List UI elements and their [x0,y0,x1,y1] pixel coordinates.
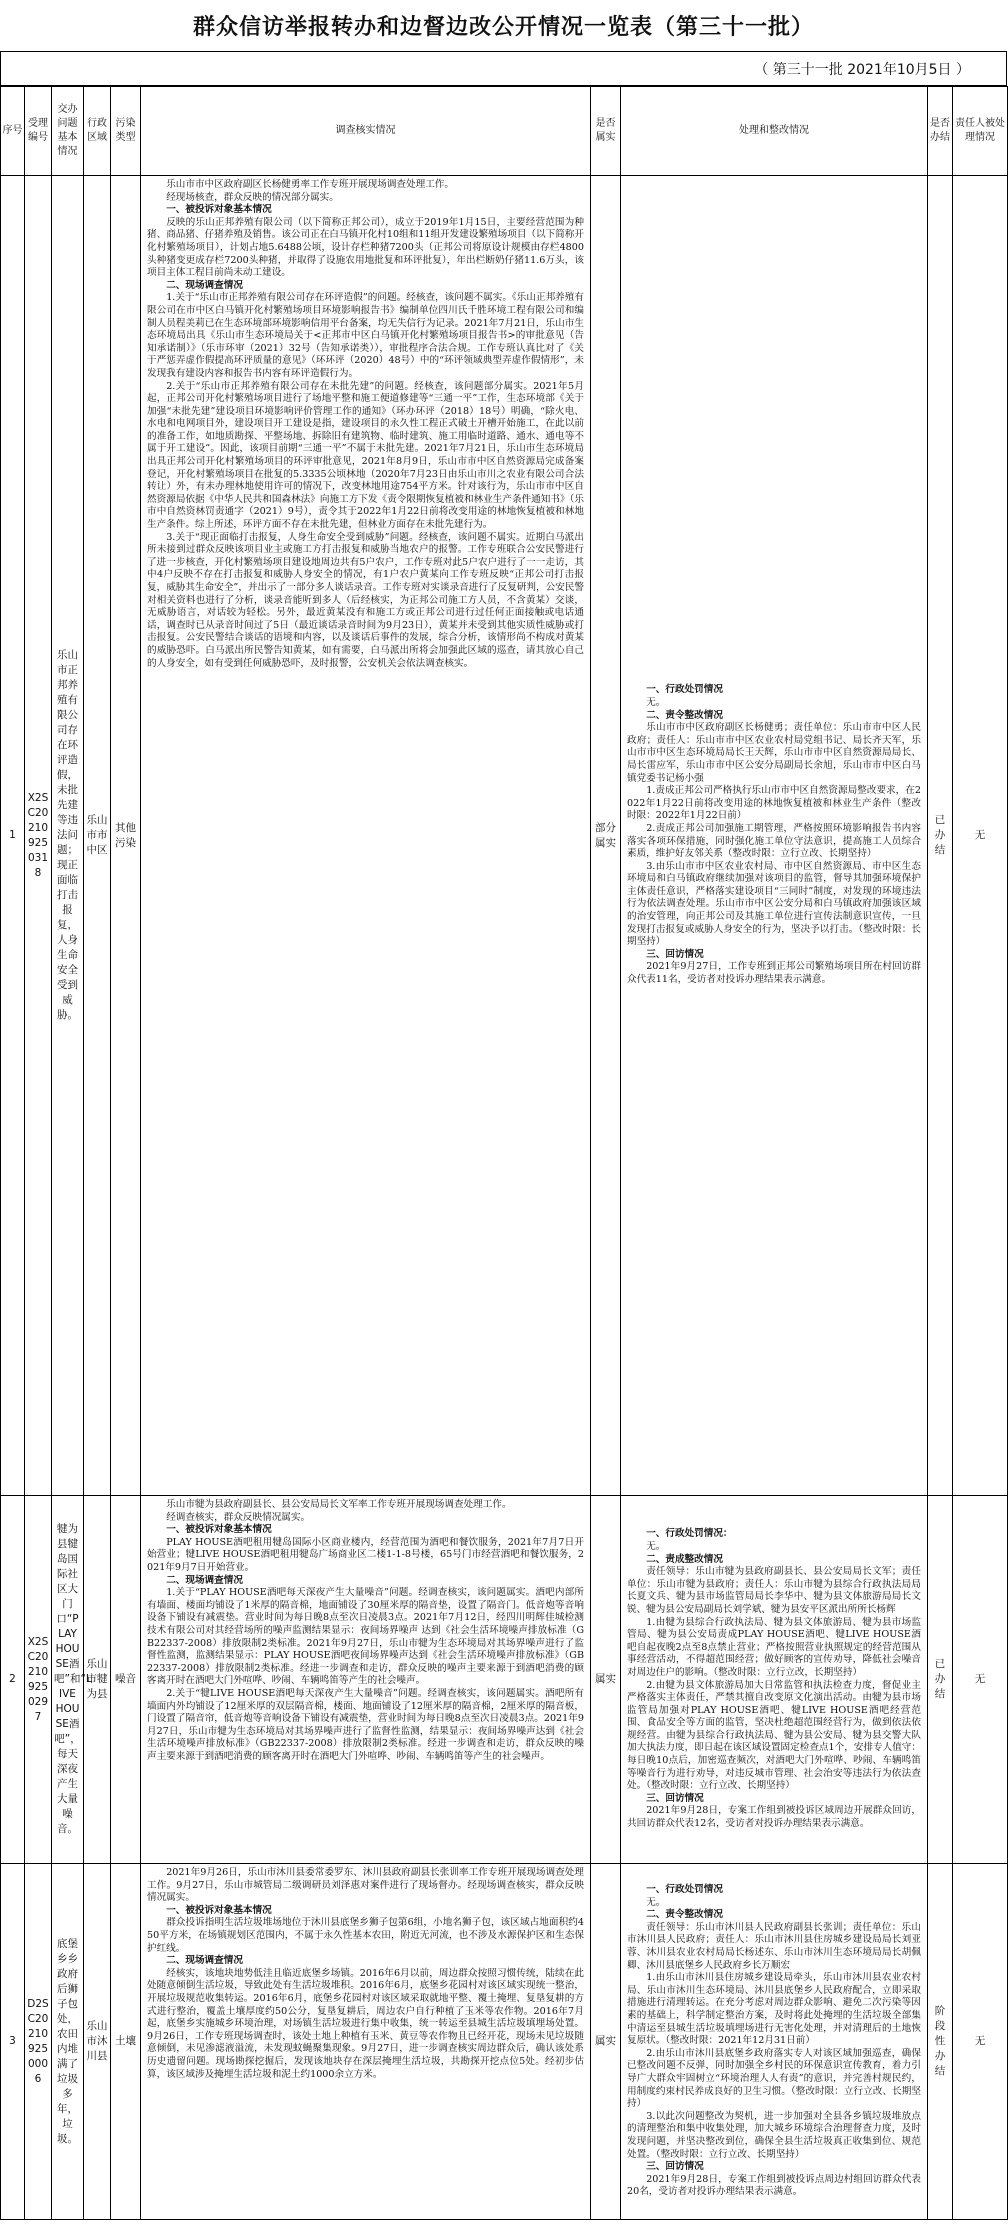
col-accountability: 责任人被处理情况 [953,87,1008,176]
row-seq: 1 [1,176,25,1496]
row-investigation-paragraph: 乐山市犍为县政府副县长、县公安局局长文军率工作专班开展现场调查处理工作。 [166,1499,512,1510]
table-row [1,1864,1008,2220]
col-handling: 处理和整改情况 [621,87,928,176]
row-handling-paragraph: 三、回访情况 [646,1792,704,1804]
row-handling-paragraph: 无。 [646,696,666,708]
row-handling-paragraph: 三、回访情况 [646,2161,704,2173]
row-handling-paragraph: 无。 [646,1540,666,1552]
row-handling-paragraph: 三、回访情况 [646,948,704,960]
row-investigation-paragraph: 经核实，该地块地势低洼且临近底堡乡场镇。2016年6月以前，周边群众按照习惯传统，陆续在此处随意倾倒生活垃圾，导致此处有生活垃圾堆积。2016年6月，底堡乡花园村对该区域实现统一整治，开展垃圾规范收集转运。2016年6月，底堡乡花园村对该区域采取就地平整、覆土掩埋、复垦复耕的方式进行整治，覆盖土壤厚度约50公分，复垦复耕后，周边农户自行种植了玉米等农作物。2016年7月起，底堡乡实施城乡环境治理，对场镇生活垃圾进行集中收集，统一转运至县城生活垃圾填埋场处置。9月26日，工作专班现场调查时，该处土地上种植有玉米、黄豆等农作物且已经开花，现场未见垃圾随意倾倒，未见渗滤液溢流，未发现蚊蝇聚集现象。9月27日，进一步调查核实周边群众后，确认该处系历史遗留问题。现场勘探挖掘后，发现该地块存在深层掩埋生活垃圾，共勘探开挖点位5处。经初步估算，该区域涉及掩埋生活垃圾和泥土约1000余立方米。 [147,1967,584,2080]
row-handling-paragraph: 3.以此次问题整改为契机，进一步加强对全县各乡镇垃圾堆放点的清理整治和集中收集处理，加大城乡环境综合治理督查力度，及时发现问题，并坚决整改到位，确保全县生活垃圾真正收集到位、规范处置。（整改时限：立行立改、长期坚持） [627,2110,921,2160]
row-handling [621,1864,928,2220]
row-pollution: 土壤 [111,1864,141,2220]
row-handling-paragraph: 2.由犍为县文体旅游局加大日常监管和执法检查力度，督促业主严格落实主体责任，严禁其擅自改变原文化演出活动。由犍为县市场监管局加强对PLAY HOUSE酒吧、犍LIVE HOUSE酒吧经营范围、食品安全等方面的监管，坚决杜绝超范围经营行为，做到依法依规经营。由犍为县综合行政执法局、犍为县公安局、犍为县交警大队加大执法力度，即日起在该区域设置固定检查点1个，安排专人值守：每日晚10点后，加密巡查频次，对酒吧大门外喧哗、吵闹、车辆鸣笛等噪音行为进行劝导，对违反城市管理、社会治安等违法行为依法查处。（整改时限：立行立改、长期坚持） [627,1679,921,1792]
row-handling-paragraph: 二、责成整改情况 [646,1553,723,1565]
row-id: D2SC202109250006 [25,1864,52,2220]
row-done: 已办结 [928,176,953,1496]
row-investigation-paragraph: 乐山市市中区政府副区长杨健勇率工作专班开展现场调查处理工作。 [166,179,454,190]
row-handling-paragraph: 一、行政处罚情况： [646,1528,733,1540]
row-district: 乐山市市中区 [84,176,111,1496]
row-handling-paragraph: 乐山市市中区政府副区长杨健勇；责任单位：乐山市市中区人民政府；责任人：乐山市市中区农业农村局党组书记、局长齐天军，乐山市市中区生态环境局局长王天辉，乐山市市中区自然资源局局长、局长雷应军，乐山市市中区公安分局副局长余旭，乐山市市中区白马镇党委书记杨小强 [627,722,921,784]
row-verified: 属实 [591,1496,621,1864]
row-handling-paragraph: 2021年9月28日，专案工作组到被投诉区域周边开展群众回访，共回访群众代表12名，受访者对投诉办理结果表示满意。 [627,1805,921,1830]
row-investigation-paragraph: 2.关于“乐山市正邦养殖有限公司存在未批先建”的问题。经核查，该问题部分属实。2021年5月起，正邦公司开化村繁殖场项目进行了场地平整和施工便道修建等“三通一平”工作，生态环境部《关于加强“未批先建”建设项目环境影响评价管理工作的通知》（环办环评（2018）18号）明确，“除火电、水电和电网项目外，建设项目开工建设是指，建设项目的永久性工程正式破土开槽开始施工，在此以前的准备工作，如地质勘探、平整场地、拆除旧有建筑物、临时建筑、施工用临时道路、通水、通电等不属于开工建设”。因此，该项目前期“三通一平”不属于未批先建。2021年7月21日，乐山市生态环境局出具正邦公司开化村繁殖场项目的环评审批意见，2021年8月9日，乐山市市中区自然资源局完成备案登记，开化村繁殖场项目在批复的5.3335公顷林地（2020年7月23日由乐山市川之农业有限公司合法转让）外，有未办理林地使用许可的情况下，改变林地用途754平方米。针对该行为，乐山市市中区自然资源局依据《中华人民共和国森林法》向施工方下发《责令限期恢复植被和林业生产条件通知书》（乐市中自然资林罚责通字（2021）9号），责令其于2022年1月22日前将改变用途的林地恢复植被和林地生产条件。综上所述，环评方面不存在未批先建，但林业方面存在未批先建行为。 [147,380,584,531]
row-seq: 2 [1,1496,25,1864]
row-pollution: 噪音 [111,1496,141,1864]
row-handling [621,176,928,1496]
row-handling-paragraph: 无。 [646,1896,666,1908]
row-investigation-paragraph: 1.关于“PLAY HOUSE酒吧每天深夜产生大量噪音”问题。经调查核实，该问题属实。酒吧内部所有墙面、楼面均铺设了1米厚的隔音棉，地面铺设了30厘米厚的隔音垫，设置了隔音门。低音炮等音响设备下铺设有减震垫。营业时间为每日晚8点至次日凌晨3点。2021年7月12日，经四川明辉佳城检测技术有限公司对其经营场所的噪声监测结果显示：夜间场界噪声 达到《社会生活环境噪声排放标准（GB22337-2008）排放限制2类标准。2021年9月27日，乐山市犍为生态环境局对其场界噪声进行了监督性监测，监测结果显示：PLAY HOUSE酒吧夜间场界噪声达到《社会生活环境噪声排放标准》（GB22337-2008）排放限制2类标准。经进一步调查和走访，群众反映的噪声主要来源于到酒吧消费的顾客离开时在酒吧大门外喧哗、吵闹、车辆鸣笛等产生的社会噪声。 [147,1587,584,1687]
row-investigation-paragraph: 经现场核查，群众反映的情况部分属实。 [166,191,339,203]
batch-subtitle: （ 第三十一批 2021年10月5日 ） [0,52,1007,86]
petition-table [0,86,1008,2220]
col-district: 行政区域 [84,87,111,176]
row-handling-paragraph: 一、行政处罚情况 [646,684,723,696]
row-accountability: 无 [953,1864,1008,2220]
col-verified: 是否属实 [591,87,621,176]
row-investigation-paragraph: 1.关于“乐山市正邦养殖有限公司存在环评造假”的问题。经核查，该问题不属实。《乐山正邦养殖有限公司在市中区白马镇开化村繁殖场项目环境影响报告书》编制单位四川氏千胜环境工程有限公司和编制人员程美莉已在生态环境部环境影响信用平台备案，均无失信行为记录。2021年7月21日，乐山市生态环境局出具《乐山市生态环境局关于<正邦市中区白马镇开化村繁殖场项目报告书>的审批意见（告知承诺制）》（乐市环审（2021）32号（告知承诺类）），审批程序合法合规。工作专班认真比对了《关于严惩弄虚作假提高环评质量的意见》（环环评（2020）48号）中的“环评领域典型弄虚作假情形”，未发现我有建设内容和报告书内容有环评造假行为。 [147,292,584,379]
row-investigation-paragraph: 群众投诉指明生活垃圾堆场地位于沐川县底堡乡狮子包第6组，小地名狮子包，该区域占地面积约450平方米，在场镇规划区范围内，不属于永久性基本农田，附近无河流，也不涉及水源保护区和生态保护红线。 [147,1917,584,1954]
row-handling-paragraph: 二、责令整改情况 [646,1909,723,1921]
row-handling-paragraph: 2.由乐山市沐川县底堡乡政府落实专人对该区域加强巡查，确保已整改问题不反弹，同时加强全乡村民的环保意识宣传教育，着力引导广大群众牢固树立“环境治理人人有责”的意识，并完善村规民约，用制度约束村民养成良好的卫生习惯。（整改时限：立行立改、长期坚持） [627,2047,921,2110]
row-verified: 部分属实 [591,176,621,1496]
row-handling-paragraph: 1.由乐山市沐川县住房城乡建设局牵头，乐山市沐川县农业农村局、乐山市沐川生态环境局、沐川县底堡乡人民政府配合，立即采取措施进行清理转运。在充分考虑对周边群众影响、避免二次污染等因素的基础上，科学制定整治方案，及时将此处掩埋的生活垃圾全部集中清运至县城生活垃圾填埋场进行无害化处理，并对清理后的土地恢复原状。（整改时限：2021年12月31日前） [627,1972,921,2047]
row-done: 已办结 [928,1496,953,1864]
row-handling-paragraph: 2021年9月28日，专案工作组到被投诉点周边村组回访群众代表20名，受访者对投诉办理结果表示满意。 [627,2173,921,2198]
table-row [1,1496,1008,1864]
row-handling [621,1496,928,1864]
row-handling-paragraph: 一、行政处罚情况 [646,1884,723,1896]
row-id: X2SC202109250318 [25,176,52,1496]
row-investigation-paragraph: 3.关于“现正面临打击报复，人身生命安全受到威胁”问题。经核查，该问题不属实。近期白马派出所未接到过群众反映该项目业主或施工方打击报复和威胁当地农户的报警。工作专班联合公安民警进行了进一步核查，开化村繁殖场项目建设地周边共有5户农户，工作专班对此5户农户进行了一一走访，其中4户反映不存在打击报复和威胁人身安全的情况，有1户农户黄某向工作专班反映“正邦公司打击报复，威胁其生命安全”，并出示了一部分多人谈话录音。工作专班对实谈录音进行了反复研判，公安民警对相关资料也进行了分析，谈录音能听到多人（后经核实，为正邦公司施工方人员，不含黄某）交谈，无威胁语言，对话较为轻松。另外，最近黄某没有和施工方或正邦公司进行过任何正面接触或电话通话，调查时已从录音时间过了5日（最近谈话录音时间为9月23日），黄某并未受到其他实质性威胁或打击报复。公安民警结合谈话的语境和内容，以及谈话后事件的发展，综合分析，该情形尚不构成对黄某的威胁恐吓。白马派出所民警告知黄某，如有需要，白马派出所将会加强此区域的巡查，请其放心自己的人身安全，如有受到任何威胁恐吓，及时报警，公安机关会依法调查核实。 [147,531,584,669]
row-investigation-paragraph: 一、被投诉对象基本情况 [166,204,272,216]
col-investigation: 调查核实情况 [141,87,591,176]
row-accountability: 无 [953,1496,1008,1864]
row-handling-paragraph: 2.责成正邦公司加强施工期管理，严格按照环境影响报告书内容落实各项环保措施，同时强化施工单位守法意识，提高施工人员综合素质，维护好友邻关系（整改时限：立行立改、长期坚持） [627,822,921,860]
row-handling-paragraph: 3.由乐山市市中区农业农村局、市中区自然资源局、市中区生态环境局和白马镇政府继续加强对该项目的监管，督导其加强环境保护主体责任意识，严格落实建设项目“三同时”制度，对发现的环境违法行为依法调查处理。乐山市市中区公安分局和白马镇政府加强该区域的治安管理，向正邦公司及其施工单位进行宣传法制意识宣传，一旦发现打击报复或威胁人身安全的行为，坚决予以打击。（整改时限：长期坚持） [627,860,921,948]
row-done: 阶段性办结 [928,1864,953,2220]
row-handling-paragraph: 二、责令整改情况 [646,709,723,721]
row-content: 乐山市正邦养殖有限公司存在环评造假，未批先建等违法问题；现正面临打击报复，人身生命安全受到威胁。 [52,176,84,1496]
col-content: 交办问题基本情况 [52,87,84,176]
row-investigation [141,1496,591,1864]
row-investigation-paragraph: 二、现场调查情况 [166,1574,243,1586]
row-district: 乐山市犍为县 [84,1496,111,1864]
row-seq: 3 [1,1864,25,2220]
row-id: X2SC202109250297 [25,1496,52,1864]
row-investigation-paragraph: 2.关于“犍LIVE HOUSE酒吧每天深夜产生大量噪音”问题。经调查核实，该问题属实。酒吧所有墙面内外均铺设了12厘米厚的双层隔音棉，楼面、地面铺设了12厘米厚的隔音棉，2厘米厚的隔音板，门设置了隔音帘，低音炮等音响设备下铺设有减震垫，营业时间为每日晚8点至次日凌晨3点。2021年9月27日，乐山市犍为生态环境局对其场界噪声进行了监督性监测，结果显示：夜间场界噪声达到《社会生活环境噪声排放标准》（GB22337-2008）排放限制2类标准。经进一步调查和走访，群众反映的噪声主要来源于到酒吧消费的顾客离开时在酒吧大门外喧哗、吵闹、车辆鸣笛等产生的社会噪声。 [147,1687,584,1762]
row-content: 底堡乡乡政府后狮子包处，农田内堆满了垃圾多年，垃圾。 [52,1864,84,2220]
row-investigation [141,1864,591,2220]
row-handling-paragraph: 1.由犍为县综合行政执法局、犍为县文体旅游局、犍为县市场监管局、犍为县公安局责成PLAY HOUSE酒吧、犍LIVE HOUSE酒吧自起夜晚2点至8点禁止营业；严格按照营业执照规定的经营范围从事经营活动，不得超范围经营；做好顾客的宣传劝导，降低社会噪音对周边住户的影响。（整改时限：立行立改，长期坚持） [627,1616,921,1678]
row-content: 犍为县犍岛国际社区大门口“PLAY HOUSE酒吧”和“LIVE HOUSE酒吧”，每天深夜产生大量噪音。 [52,1496,84,1864]
row-investigation-paragraph: 2021年9月26日，乐山市沐川县委常委罗东、沐川县政府副县长张训率工作专班开展现场调查处理工作。9月27日，乐山市城管局二级调研员刘泽惠对案件进行了现场督办。经现场调查核实，群众反映情况属实。 [147,1867,584,1904]
row-handling-paragraph: 责任领导：乐山市犍为县政府副县长、县公安局局长文军；责任单位：乐山市犍为县政府；责任人：乐山市犍为县综合行政执法局局长夏文兵、犍为县市场监管局局长李华中、犍为县文体旅游局局长文锐、犍为县公安局副局长刘学斌、犍为县安平区派出所所长杨辉 [627,1566,921,1615]
col-done: 是否办结 [928,87,953,176]
col-seq: 序号 [1,87,25,176]
row-investigation-paragraph: 一、被投诉对象基本情况 [166,1524,272,1536]
row-investigation-paragraph: 经调查核实，群众反映情况属实。 [166,1511,311,1523]
row-investigation-paragraph: 二、现场调查情况 [166,279,243,291]
col-id: 受理编号 [25,87,52,176]
row-verified: 属实 [591,1864,621,2220]
row-handling-paragraph: 1.责成正邦公司严格执行乐山市市中区自然资源局整改要求，在2022年1月22日前将改变用途的林地恢复植被和林业生产条件（整改时限：2022年1月22日前） [627,785,921,822]
table-header-row [1,87,1008,176]
row-investigation-paragraph: 反映的乐山正邦养殖有限公司（以下简称正邦公司），成立于2019年1月15日，主要经营范围为种猪、商品猪、仔猪养殖及销售。该公司正在白马镇开化村10组和11组开发建设繁殖场项目（以下简称开化村繁殖场项目），计划占地5.6488公顷，设计存栏种猪7200头（正邦公司将原设计规模由存栏4800头种猪变更成存栏7200头种猪，并取得了设施农用地批复和环评批复），年出栏断奶仔猪11.6万头，该项目主体工程目前尚未动工建设。 [147,216,584,279]
row-handling-paragraph: 责任领导：乐山市沐川县人民政府副县长张训；责任单位：乐山市沐川县人民政府；责任人：乐山市沐川县住房城乡建设局局长刘亚蓉、沐川县农业农村局局长杨述东、乐山市沐川生态环境局局长胡佩卿、沐川县底堡乡人民政府乡长万顺宏 [627,1921,921,1971]
row-district: 乐山市沐川县 [84,1864,111,2220]
page-title: 群众信访举报转办和边督边改公开情况一览表（第三十一批） [0,0,1007,52]
row-investigation-paragraph: PLAY HOUSE酒吧租用犍岛国际小区商业楼内，经营范围为酒吧和餐饮服务，2021年7月7日开始营业；犍LIVE HOUSE酒吧租用犍岛广场商业区二楼1-1-8号楼，65号门市经营酒吧和餐饮服务，2021年9月7日开始营业。 [147,1536,584,1573]
row-investigation [141,176,591,1496]
row-investigation-paragraph: 二、现场调查情况 [166,1955,243,1967]
row-pollution: 其他污染 [111,176,141,1496]
table-row [1,176,1008,1496]
row-investigation-paragraph: 一、被投诉对象基本情况 [166,1904,272,1916]
row-accountability: 无 [953,176,1008,1496]
row-handling-paragraph: 2021年9月27日，工作专班到正邦公司繁殖场项目所在村回访群众代表11名，受访者对投诉办理结果表示满意。 [627,961,921,986]
col-pollution: 污染类型 [111,87,141,176]
